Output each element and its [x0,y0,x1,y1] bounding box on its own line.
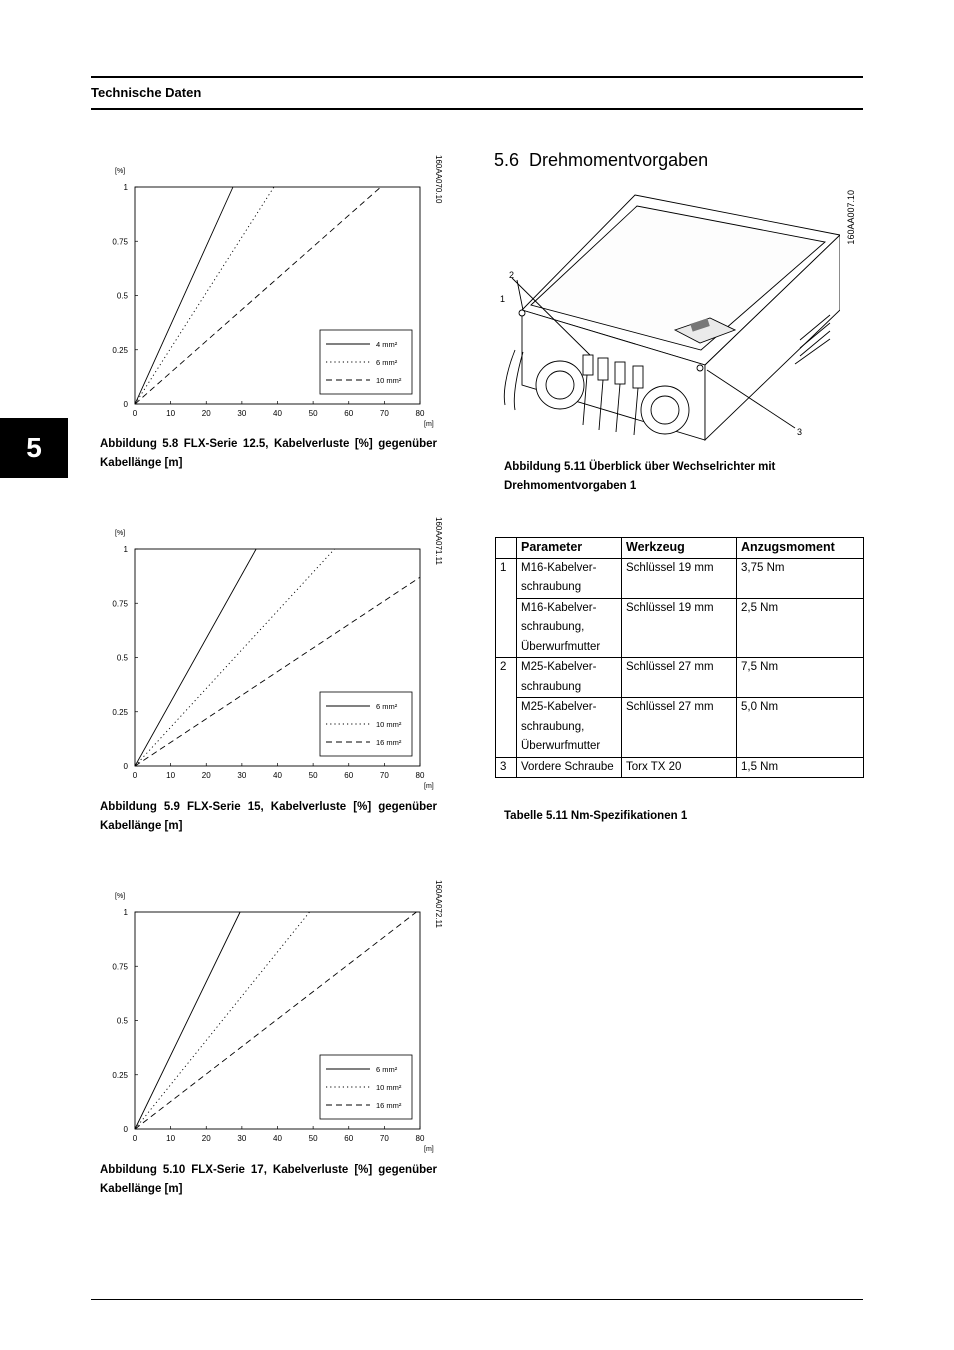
figure-code: 160AA072.11 [434,880,443,928]
y-axis-label: [%] [115,893,126,900]
x-tick-label: 70 [379,409,389,418]
x-tick-label: 50 [308,1134,318,1143]
x-tick-label: 60 [344,771,354,780]
x-axis-label: [m] [424,1146,434,1153]
chart-svg [100,517,450,792]
series-line [135,187,274,404]
x-tick-label: 0 [132,1134,138,1143]
section-heading: Drehmomentvorgaben [529,150,709,170]
x-tick-label: 30 [237,409,247,418]
legend-label: 10 mm² [376,376,402,385]
chart-svg [100,880,450,1155]
y-tick-label: 0.5 [116,653,128,663]
table-cell-parameter: M16-Kabelver-schraubung, Überwurfmutter [517,598,622,658]
inverter-illustration [495,190,840,455]
x-tick-label: 50 [308,771,318,780]
figure-code-inverter: 160AA007.10 [846,190,856,245]
x-tick-label: 70 [379,771,389,780]
x-tick-label: 30 [237,1134,247,1143]
table-row [496,757,864,778]
y-tick-label: 1 [123,183,128,192]
table-cell-torque: 5,0 Nm [737,698,864,758]
table-cell-parameter: M16-Kabelver-schraubung [517,558,622,598]
legend-label: 4 mm² [376,340,398,349]
y-tick-label: 0 [123,1125,128,1134]
x-tick-label: 60 [344,409,354,418]
figure-label-1: 1 [500,294,506,304]
y-tick-label: 0.5 [116,1016,128,1026]
x-tick-label: 80 [415,1134,425,1143]
figure-label-3: 3 [797,427,803,437]
table-cell-torque: 3,75 Nm [737,558,864,598]
x-tick-label: 80 [415,409,425,418]
table-cell-tool: Torx TX 20 [622,757,737,778]
header-rule-bottom [91,108,863,110]
y-tick-label: 0.25 [112,1070,128,1080]
x-tick-label: 10 [166,771,176,780]
y-tick-label: 0.75 [112,237,128,247]
table-cell-torque: 7,5 Nm [737,658,864,698]
table-row [496,558,864,598]
x-tick-label: 70 [379,1134,389,1143]
footer-rule [91,1299,863,1300]
torque-table [495,537,864,778]
y-tick-label: 1 [123,545,128,554]
table-cell-torque: 2,5 Nm [737,598,864,658]
y-tick-label: 0.5 [116,291,128,301]
legend-label: 16 mm² [376,738,402,747]
header-rule-top [91,76,863,78]
table-cell-num: 2 [496,658,517,758]
y-tick-label: 0.75 [112,599,128,609]
section-title [494,150,708,171]
figure-code: 160AA070.10 [434,155,443,204]
legend-label: 10 mm² [376,1083,402,1092]
table-cell-tool: Schlüssel 27 mm [622,698,737,758]
series-line [135,549,335,766]
chapter-tab: 5 [0,418,68,478]
table-row [496,598,864,658]
y-tick-label: 0.75 [112,962,128,972]
page-header-title: Technische Daten [91,85,202,100]
figure-caption-5-10: Abbildung 5.10 FLX-Serie 17, Kabelverluste [%] gegenüber Kabellänge [m] [100,1164,437,1195]
table-row [496,658,864,698]
legend-label: 10 mm² [376,720,402,729]
chart-flx-15 [100,517,450,792]
table-cell-parameter: M25-Kabelver-schraubung, Überwurfmutter [517,698,622,758]
x-tick-label: 80 [415,771,425,780]
chart-flx-17 [100,880,450,1155]
table-cell-torque: 1,5 Nm [737,757,864,778]
table-header-tool: Werkzeug [622,538,737,559]
y-tick-label: 0 [123,400,128,409]
y-tick-label: 0.25 [112,345,128,355]
x-tick-label: 20 [201,409,211,418]
legend-label: 6 mm² [376,702,398,711]
y-tick-label: 0.25 [112,707,128,717]
x-tick-label: 40 [273,1134,282,1143]
table-cell-num: 1 [496,558,517,658]
x-tick-label: 50 [308,409,318,418]
figure-label-2: 2 [509,270,515,280]
table-header-parameter: Parameter [517,538,622,559]
x-tick-label: 0 [132,409,138,418]
table-cell-num: 3 [496,757,517,778]
figure-caption-5-8: Abbildung 5.8 FLX-Serie 12.5, Kabelverluste [%] gegenüber Kabellänge [m] [100,438,437,469]
y-tick-label: 1 [123,908,128,917]
table-cell-tool: Schlüssel 19 mm [622,558,737,598]
series-line [135,549,256,766]
x-tick-label: 40 [273,771,282,780]
table-cell-parameter: Vordere Schraube [517,757,622,778]
x-tick-label: 20 [201,771,211,780]
series-line [135,187,233,404]
table-cell-parameter: M25-Kabelver-schraubung [517,658,622,698]
chart-flx-12-5 [100,155,450,430]
legend-label: 6 mm² [376,1065,398,1074]
table-header-num [496,538,517,559]
legend-label: 16 mm² [376,1101,402,1110]
x-axis-label: [m] [424,421,434,428]
x-tick-label: 10 [166,1134,176,1143]
x-tick-label: 0 [132,771,138,780]
table-cell-tool: Schlüssel 27 mm [622,658,737,698]
x-tick-label: 40 [273,409,282,418]
series-line [135,912,240,1129]
table-caption: Tabelle 5.11 Nm-Spezifikationen 1 [504,810,688,822]
figure-code: 160AA071.11 [434,517,443,565]
y-tick-label: 0 [123,762,128,771]
chart-svg [100,155,450,430]
y-axis-label: [%] [115,530,126,537]
x-axis-label: [m] [424,783,434,790]
table-cell-tool: Schlüssel 19 mm [622,598,737,658]
legend-label: 6 mm² [376,358,398,367]
series-line [135,912,310,1129]
figure-caption-5-11: Abbildung 5.11 Überblick über Wechselrichter mit Drehmomentvorgaben 1 [504,461,776,492]
figure-caption-5-9: Abbildung 5.9 FLX-Serie 15, Kabelverluste [%] gegenüber Kabellänge [m] [100,801,437,832]
x-tick-label: 60 [344,1134,354,1143]
table-header-torque: Anzugsmoment [737,538,864,559]
section-number: 5.6 [494,150,520,170]
y-axis-label: [%] [115,168,126,175]
x-tick-label: 30 [237,771,247,780]
x-tick-label: 20 [201,1134,211,1143]
table-row [496,698,864,758]
table-header-row [496,538,864,559]
x-tick-label: 10 [166,409,176,418]
